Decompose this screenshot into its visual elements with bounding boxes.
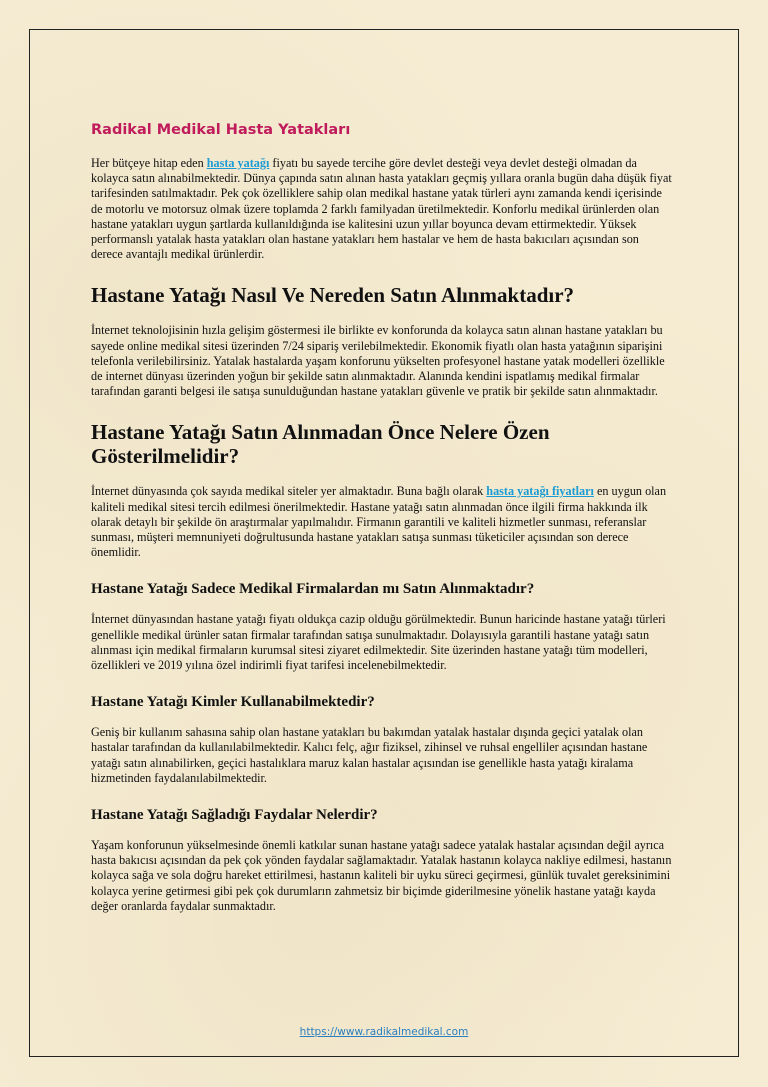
- hasta-yatagi-fiyatlari-link[interactable]: hasta yatağı fiyatları: [486, 484, 594, 499]
- document-body: [91, 122, 673, 914]
- paragraph-medikal-firmalar: İnternet dünyasından hastane yatağı fiyatı oldukça cazip olduğu görülmektedir. Bunun haricinde hastane yatağı türleri genellikle medikal ürünler satan firmalar tarafından satışa sunulmaktadır. Dolayısıyla garantili hastane yatağı satın alınması için medikal firmaların kurumsal sitesi ziyaret edilmektedir. Site üzerinden hastane yatağı tüm modelleri, özellikleri ve 2019 yılına özel indirimli fiyat tarifesi incelenebilmektedir.: [91, 612, 666, 673]
- footer-website-link[interactable]: https://www.radikalmedikal.com: [299, 1026, 469, 1038]
- heading-nasil-nereden: Hastane Yatağı Nasıl Ve Nereden Satın Alınmaktadır?: [91, 283, 575, 308]
- footer: [0, 1026, 768, 1038]
- intro-text-start: Her bütçeye hitap eden: [91, 156, 207, 170]
- heading-faydalar: Hastane Yatağı Sağladığı Faydalar Nelerdir?: [91, 807, 378, 824]
- heading-ozen: Hastane Yatağı Satın Alınmadan Önce Nelere Özen Gösterilmelidir?: [91, 420, 550, 469]
- heading-medikal-firmalar: Hastane Yatağı Sadece Medikal Firmalardan mı Satın Alınmaktadır?: [91, 581, 535, 598]
- heading-kimler: Hastane Yatağı Kimler Kullanabilmektedir?: [91, 694, 375, 711]
- paragraph-ozen: [91, 484, 673, 560]
- paragraph-nasil-nereden: İnternet teknolojisinin hızla gelişim göstermesi ile birlikte ev konforunda da kolayca satın alınan hastane yatakları bu sayede online medikal sitesi üzerinden 7/24 sipariş verilebilmektedir. Ekonomik fiyatlı olan hasta yatağının siparişini telefonla verilebilirsiniz. Yatalak hastalarda yaşam konforunu yükselten profesyonel hastane yatak modelleri özellikle de internet dünyası üzerinden yoğun bir şekilde satın alınmaktadır. Alanında kendini ispatlamış medikal firmalar tarafından garanti belgesi ile satışa sunulduğundan hastane yatakları güvenle ve pratik bir şekilde satın alınmaktadır.: [91, 323, 665, 399]
- ozen-text-start: İnternet dünyasında çok sayıda medikal siteler yer almaktadır. Buna bağlı olarak: [91, 484, 487, 499]
- paragraph-kimler: Geniş bir kullanım sahasına sahip olan hastane yatakları bu bakımdan yatalak hastalar dışında geçici yatalak olan hastalar tarafından da kullanılabilmektedir. Kalıcı felç, ağır fiziksel, zihinsel ve ruhsal engelliler açısından hastane yatağı satın alınabilirken, geçici hastalıklara maruz kalan hastalar açısından ise genellikle hasta yatağı kiralama hizmetinden faydalanılabilmektedir.: [91, 725, 648, 785]
- intro-paragraph: [91, 156, 673, 262]
- ozen-text-end: en uygun olan kaliteli medikal sitesi tercih edilmesi önerilmektedir. Hastane yatağı satın alınmadan önce ilgili firma hakkında ilk olarak detaylı bir şekilde ön araştırmalar yapılmalıdır. Firmanın garantili ve kaliteli hizmetler sunması, referanslar sunması, müşteri memnuniyeti doğrultusunda hastane yatakları satışa sunması tüketiciler açısından son derece önemlidir.: [91, 484, 667, 560]
- hasta-yatagi-link[interactable]: hasta yatağı: [206, 156, 270, 170]
- intro-text-end: fiyatı bu sayede tercihe göre devlet desteği veya devlet desteği olmadan da kolayca satın alınabilmektedir. Dünya çapında satın alınan hasta yatakları geçmiş yıllara oranla bugün daha düşük fiyat tarifesinden satılmaktadır. Pek çok özelliklere sahip olan medikal hastane yatak türleri aynı zamanda kendi içerisinde de motorlu ve motorsuz olmak üzere toplamda 2 farklı familyadan üretilmektedir. Konforlu medikal ürünlerden olan hastane yatakları uygun şartlarda kullanıldığında ise kalitesini uzun yıllar boyunca devam ettirmektedir. Yüksek performanslı yatalak hasta yatakları olan hastane yatakları hem hastalar ve hem de hasta bakıcıları açısından son derece avantajlı medikal ürünlerdir.: [91, 156, 672, 262]
- document-title: Radikal Medikal Hasta Yatakları: [91, 122, 351, 138]
- paragraph-faydalar: Yaşam konforunun yükselmesinde önemli katkılar sunan hastane yatağı sadece yatalak hastalar açısından değil ayrıca hasta bakıcısı açısından da pek çok yönden faydalar sağlamaktadır. Yatalak hastanın kolayca nakliye edilmesi, hastanın kolayca sağa ve sola doğru hareket ettirilmesi, hastanın kaliteli bir uyku süreci geçirmesi, günlük tuvalet gereksinimini kolayca yerine getirmesi gibi pek çok durumların zahmetsiz bir biçimde giderilmesine yönelik hastane yatağı kayda değer oranlarda faydalar sunmaktadır.: [91, 838, 672, 913]
